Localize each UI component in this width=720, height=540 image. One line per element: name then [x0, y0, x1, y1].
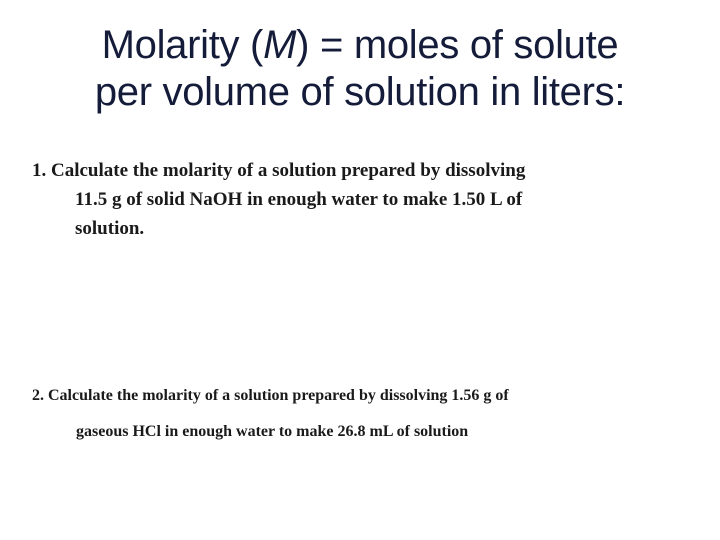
title-italic-m: M — [263, 23, 297, 67]
slide-title — [20, 22, 700, 116]
question-2 — [32, 384, 682, 444]
title-text-after: ) = moles of solute — [296, 23, 619, 67]
question-2-line-2: gaseous HCl in enough water to make 26.8 mL of solution — [76, 423, 469, 440]
question-1-line-2: 11.5 g of solid NaOH in enough water to make 1.50 L of — [75, 189, 523, 210]
title-line-1 — [20, 22, 700, 69]
title-text-before: Molarity ( — [101, 23, 264, 67]
question-1 — [32, 156, 672, 243]
question-1-line-1: 1. Calculate the molarity of a solution prepared by dissolving — [32, 160, 526, 181]
title-line-2: per volume of solution in liters: — [94, 70, 626, 114]
question-2-line-1: 2. Calculate the molarity of a solution prepared by dissolving 1.56 g of — [32, 387, 509, 404]
question-1-line-3: solution. — [75, 218, 145, 239]
